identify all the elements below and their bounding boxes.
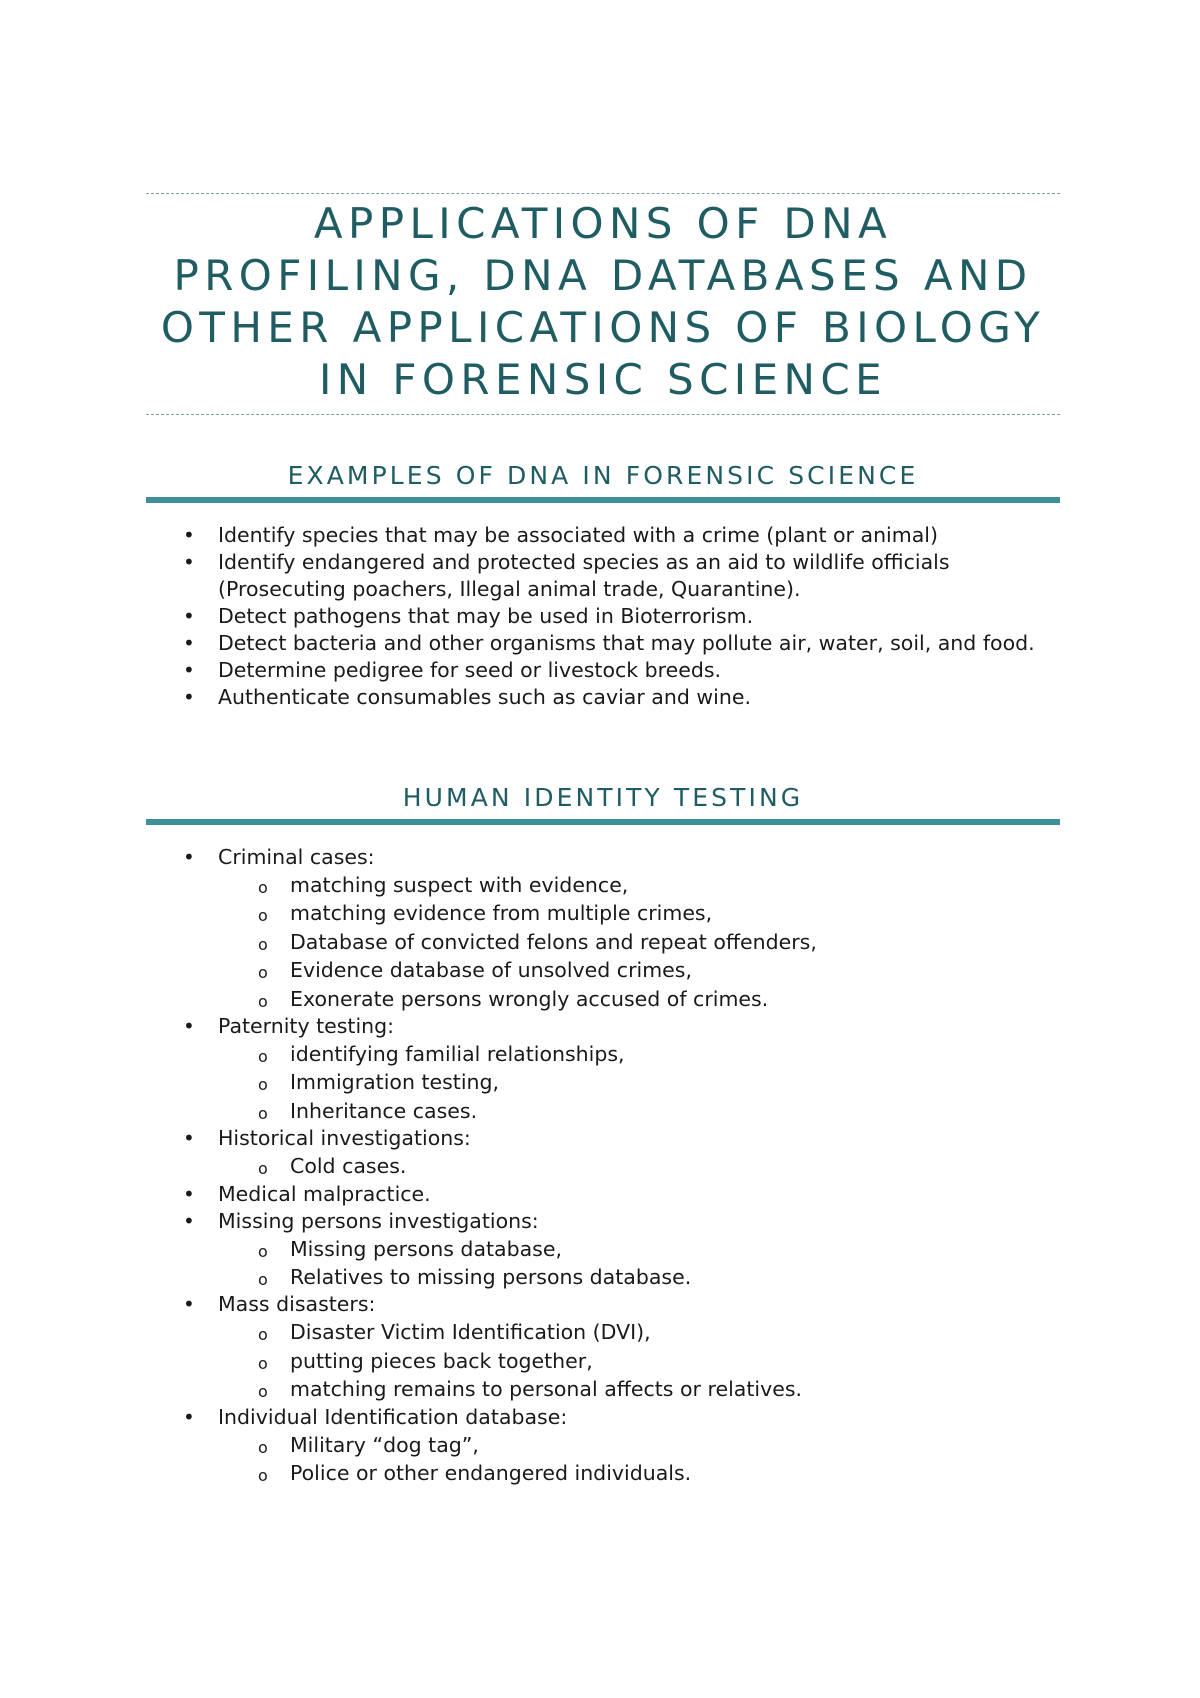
sub-list-item-text: matching remains to personal affects or relatives. [290,1377,803,1402]
sub-bullet-icon: o [258,906,268,926]
list-item [146,549,1060,603]
sub-bullet-icon: o [258,1382,268,1402]
list-item-text: Medical malpractice. [218,1181,431,1206]
list-item-text: Individual Identification database: [218,1404,568,1429]
list-item [146,1404,1060,1488]
examples-list [146,522,1060,711]
sub-list-item [218,1040,1060,1068]
sub-list-item [218,1263,1060,1291]
list-item-text: Detect bacteria and other organisms that may pollute air, water, soil, and food. [218,631,1035,655]
list-item [146,684,1060,711]
sub-list [218,1040,1060,1125]
sub-bullet-icon: o [258,1325,268,1345]
sub-bullet-icon: o [258,1103,268,1123]
sub-list-item [218,1318,1060,1346]
sub-list-item-text: Missing persons database, [290,1236,562,1261]
bullet-icon: • [183,550,195,574]
list-item-text: Determine pedigree for seed or livestock breeds. [218,658,722,682]
sub-list-item [218,956,1060,984]
bullet-icon: • [183,631,195,655]
sub-list [218,1235,1060,1292]
list-item [146,1291,1060,1403]
sub-list-item [218,1375,1060,1403]
title-top-dashed-rule [146,193,1060,194]
sub-list-item-text: matching evidence from multiple crimes, [290,901,713,926]
bullet-icon: • [183,1014,195,1039]
bullet-icon: • [183,1208,195,1233]
sub-list-item-text: matching suspect with evidence, [290,873,629,897]
sub-list-item [218,1431,1060,1459]
sub-list-item-text: Evidence database of unsolved crimes, [290,958,692,983]
list-item-text: Identify endangered and protected species as an aid to wildlife officials (Prosecuting poachers, Illegal animal trade, Quarantine). [218,550,950,601]
bullet-icon: • [183,1292,195,1317]
sub-bullet-icon: o [258,1075,268,1095]
list-item-text: Paternity testing: [218,1014,395,1039]
bullet-icon: • [183,1181,195,1206]
list-item [146,603,1060,630]
sub-list-item [218,1068,1060,1096]
sub-list-item [218,871,1060,899]
sub-list-item [218,1347,1060,1375]
sub-list-item [218,1152,1060,1180]
title-line: IN FORENSIC SCIENCE [318,355,888,404]
bullet-icon: • [183,658,195,682]
sub-bullet-icon: o [258,1270,268,1290]
bullet-icon: • [183,845,195,869]
sub-list-item [218,899,1060,927]
title-line: APPLICATIONS OF DNA [313,199,893,248]
list-item [146,1208,1060,1292]
sub-list-item-text: Police or other endangered individuals. [290,1461,692,1486]
sub-bullet-icon: o [258,963,268,983]
sub-bullet-icon: o [258,991,268,1011]
human-identity-list-container [146,844,1060,1488]
list-item-text: Historical investigations: [218,1126,471,1151]
bullet-icon: • [183,685,195,709]
section-rule [146,819,1060,825]
list-item [146,1013,1060,1125]
list-item-text: Identify species that may be associated with a crime (plant or animal) [218,523,938,547]
title-line: OTHER APPLICATIONS OF BIOLOGY [160,303,1046,352]
sub-list-item [218,1459,1060,1487]
list-item [146,1181,1060,1208]
sub-list [218,871,1060,1013]
title-bottom-dashed-rule [146,414,1060,415]
list-item [146,844,1060,1013]
bullet-icon: • [183,1126,195,1151]
section-heading: HUMAN IDENTITY TESTING [402,783,804,812]
sub-list [218,1152,1060,1180]
bullet-icon: • [183,1404,195,1429]
sub-list-item [218,1097,1060,1125]
sub-list-item-text: identifying familial relationships, [290,1042,625,1067]
sub-bullet-icon: o [258,878,268,897]
human-identity-list [146,844,1060,1488]
title-line: PROFILING, DNA DATABASES AND [173,251,1033,300]
sub-list-item-text: Military “dog tag”, [290,1432,479,1457]
section-rule [146,497,1060,503]
sub-list [218,1431,1060,1488]
section-examples [146,461,1060,503]
section-human-identity [146,783,1060,825]
sub-list-item-text: Exonerate persons wrongly accused of crimes. [290,986,769,1011]
title-block [146,193,1060,415]
sub-bullet-icon: o [258,1437,268,1457]
list-item [146,657,1060,684]
list-item [146,1125,1060,1180]
bullet-icon: • [183,523,195,547]
list-item-text: Missing persons investigations: [218,1208,539,1233]
sub-bullet-icon: o [258,1466,268,1486]
list-item [146,522,1060,549]
sub-list [218,1318,1060,1403]
sub-list-item-text: putting pieces back together, [290,1348,593,1373]
bullet-icon: • [183,604,195,628]
list-item-text: Mass disasters: [218,1292,376,1317]
sub-list-item-text: Disaster Victim Identification (DVI), [290,1320,651,1345]
section-heading: EXAMPLES OF DNA IN FORENSIC SCIENCE [287,461,919,490]
sub-list-item [218,985,1060,1013]
examples-list-container [146,522,1060,711]
list-item [146,630,1060,657]
sub-bullet-icon: o [258,1241,268,1261]
sub-bullet-icon: o [258,934,268,954]
sub-bullet-icon: o [258,1047,268,1067]
document-title [146,198,1060,406]
sub-bullet-icon: o [258,1159,268,1179]
sub-list-item-text: Cold cases. [290,1154,407,1179]
sub-list-item-text: Relatives to missing persons database. [290,1265,692,1290]
sub-list-item-text: Immigration testing, [290,1070,500,1095]
sub-bullet-icon: o [258,1353,268,1373]
list-item-text: Criminal cases: [218,845,375,869]
list-item-text: Authenticate consumables such as caviar and wine. [218,685,751,709]
sub-list-item [218,1235,1060,1263]
sub-list-item [218,928,1060,956]
list-item-text: Detect pathogens that may be used in Bioterrorism. [218,604,754,628]
sub-list-item-text: Database of convicted felons and repeat offenders, [290,929,817,954]
sub-list-item-text: Inheritance cases. [290,1098,478,1123]
